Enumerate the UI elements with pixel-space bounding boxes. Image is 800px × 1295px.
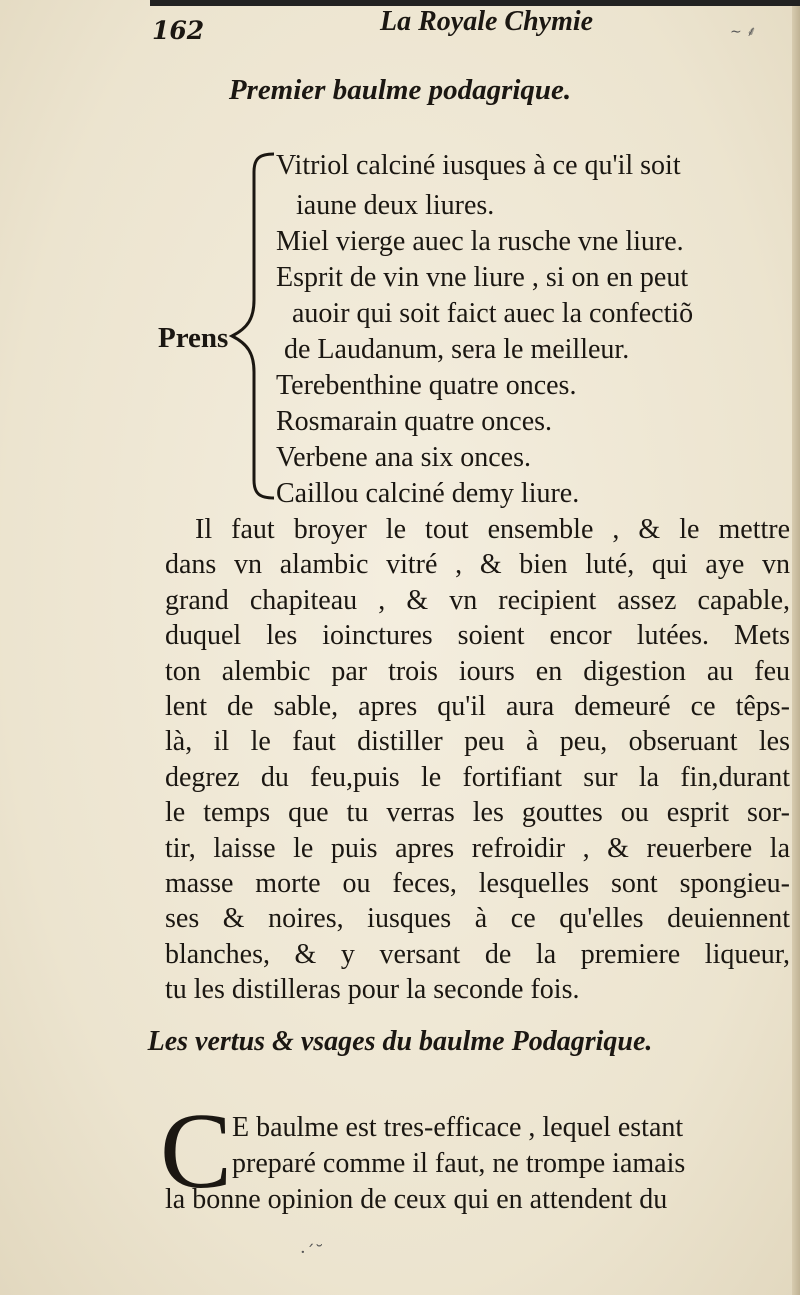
text-line: là, il le faut distiller peu à peu, obseruant les [165, 726, 790, 758]
text-line: masse morte ou feces, lesquelles sont spongieu- [165, 868, 790, 900]
section-title-baulme: Premier baulme podagrique. [228, 74, 572, 106]
ingredient-line: Rosmarain quatre onces. [276, 406, 553, 437]
text-line: ton alembic par trois iours en digestion au feu [165, 655, 790, 687]
page-edge [792, 0, 800, 1295]
ingredient-line: auoir qui soit faict auec la confectiõ [292, 298, 694, 329]
page-number: 162 [152, 16, 205, 45]
ingredient-line: Caillou calciné demy liure. [276, 478, 580, 509]
text-line: degrez du feu,puis le fortifiant sur la fin,durant [165, 761, 790, 793]
ink-smudge: ·ˊ˘ [300, 1242, 324, 1263]
drop-cap: C [160, 1092, 233, 1211]
text-line: blanches, & y versant de la premiere liqueur, [165, 938, 790, 970]
text-line: ses & noires, iusques à ce qu'elles deuiennent [165, 903, 790, 935]
text-line: dans vn alambic vitré , & bien luté, qui aye vn [165, 549, 790, 581]
text-line: tir, laisse le puis apres refroidir , & reuerbere la [165, 832, 790, 864]
ingredient-line: Verbene ana six onces. [276, 442, 532, 473]
ingredient-line: Vitriol calciné iusques à ce qu'il soit [276, 150, 681, 181]
text-line: tu les distilleras pour la seconde fois. [165, 974, 580, 1006]
ingredient-line: Esprit de vin vne liure , si on en peut [276, 262, 689, 293]
text-line: grand chapiteau , & vn recipient assez capable, [165, 584, 790, 616]
text-line: la bonne opinion de ceux qui en attendent du [165, 1184, 668, 1215]
instructions-paragraph [165, 512, 790, 1008]
ingredient-line: Miel vierge auec la rusche vne liure. [276, 226, 684, 257]
ingredient-line: de Laudanum, sera le meilleur. [284, 334, 630, 365]
ingredient-line: Terebenthine quatre onces. [276, 370, 577, 401]
text-line: le temps que tu verras les gouttes ou esprit sor- [165, 797, 790, 829]
section-title-vertus: Les vertus & vsages du baulme Podagrique. [147, 1026, 653, 1057]
text-line: Il faut broyer le tout ensemble , & le mettre [195, 514, 790, 545]
running-head: La Royale Chymie [380, 6, 594, 37]
text-line: lent de sable, apres qu'il aura demeuré ce têps- [165, 691, 790, 723]
ingredient-line: iaune deux liures. [296, 190, 495, 221]
text-line: preparé comme il faut, ne trompe iamais [232, 1148, 686, 1179]
ornament-mark: ∼ ⸙ [730, 24, 757, 40]
text-line: duquel les ioinctures soient encor lutées. Mets [165, 620, 790, 652]
recipe-verb: Prens [158, 322, 229, 354]
text-line: E baulme est tres-efficace , lequel estant [232, 1112, 684, 1143]
